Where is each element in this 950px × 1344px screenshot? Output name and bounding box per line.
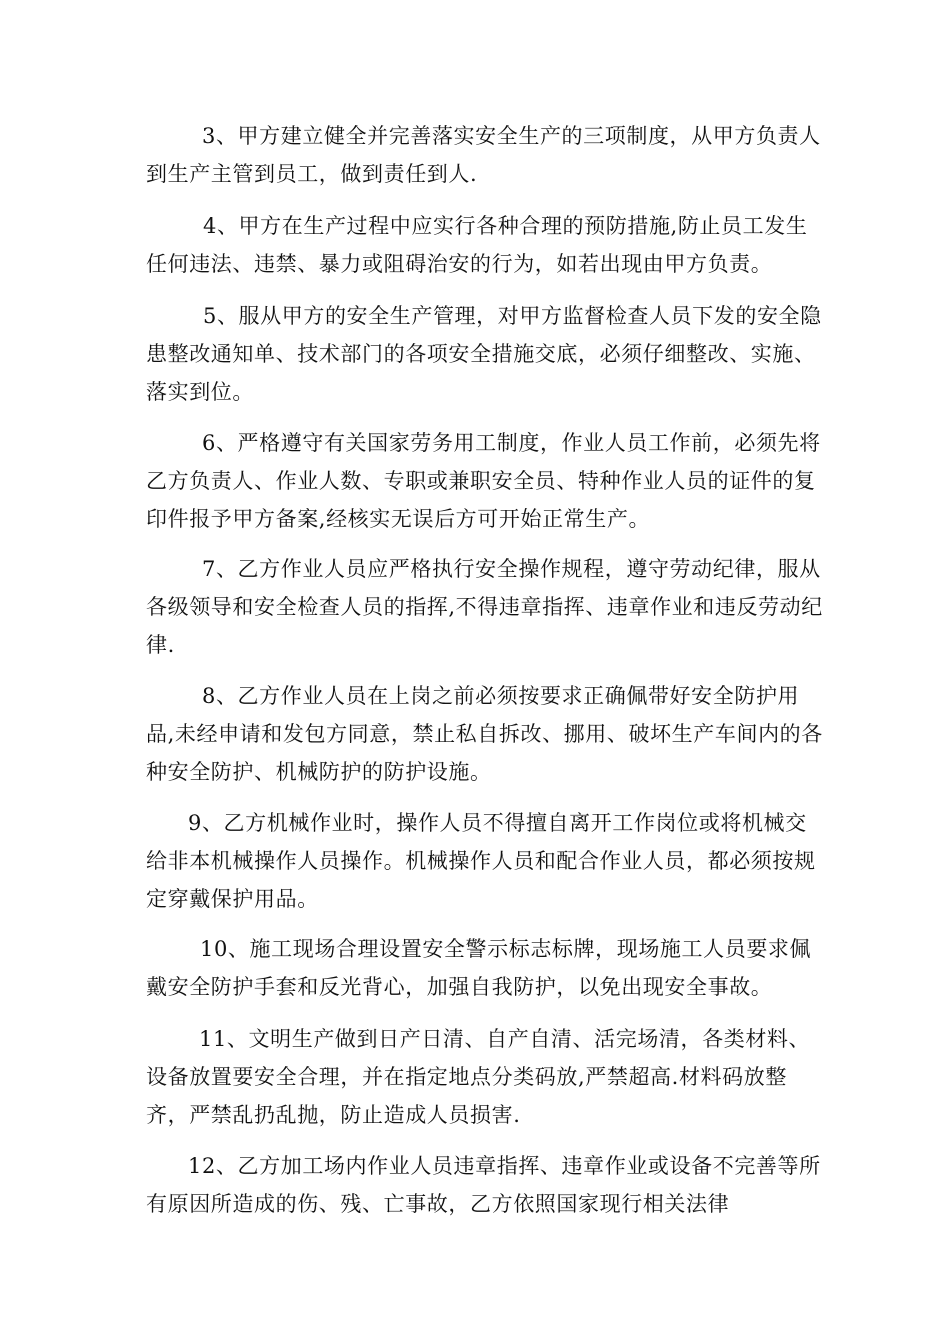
clause-5: 5、服从甲方的安全生产管理，对甲方监督检查人员下发的安全隐患整改通知单、技术部门的各项安全措施交底，必须仔细整改、实施、落实到位。 bbox=[146, 304, 822, 404]
clause-10: 10、施工现场合理设置安全警示标志标牌，现场施工人员要求佩戴安全防护手套和反光背心，加强自我防护，以免出现安全事故。 bbox=[146, 937, 812, 999]
clause-3: 3、甲方建立健全并完善落实安全生产的三项制度，从甲方负责人到生产主管到员工，做到责任到人. bbox=[146, 124, 821, 186]
clause-9: 9、乙方机械作业时，操作人员不得擅自离开工作岗位或将机械交给非本机械操作人员操作。机械操作人员和配合作业人员，都必须按规定穿戴保护用品。 bbox=[146, 811, 816, 911]
clause-6: 6、严格遵守有关国家劳务用工制度，作业人员工作前，必须先将乙方负责人、作业人数、专职或兼职安全员、特种作业人员的证件的复印件报予甲方备案,经核实无误后方可开始正常生产。 bbox=[146, 431, 821, 531]
clause-4: 4、甲方在生产过程中应实行各种合理的预防措施,防止员工发生任何违法、违禁、暴力或阻碍治安的行为，如若出现由甲方负责。 bbox=[146, 214, 808, 276]
clause-12: 12、乙方加工场内作业人员违章指挥、违章作业或设备不完善等所有原因所造成的伤、残、亡事故，乙方依照国家现行相关法律 bbox=[146, 1154, 821, 1216]
clause-7: 7、乙方作业人员应严格执行安全操作规程，遵守劳动纪律，服从各级领导和安全检查人员的指挥,不得违章指挥、违章作业和违反劳动纪律. bbox=[146, 557, 823, 657]
clause-8: 8、乙方作业人员在上岗之前必须按要求正确佩带好安全防护用品,未经申请和发包方同意，禁止私自拆改、挪用、破坏生产车间内的各种安全防护、机械防护的防护设施。 bbox=[146, 684, 823, 784]
clause-11: 11、文明生产做到日产日清、自产自清、活完场清，各类材料、设备放置要安全合理，并在指定地点分类码放,严禁超高.材料码放整齐，严禁乱扔乱抛，防止造成人员损害. bbox=[146, 1027, 811, 1127]
